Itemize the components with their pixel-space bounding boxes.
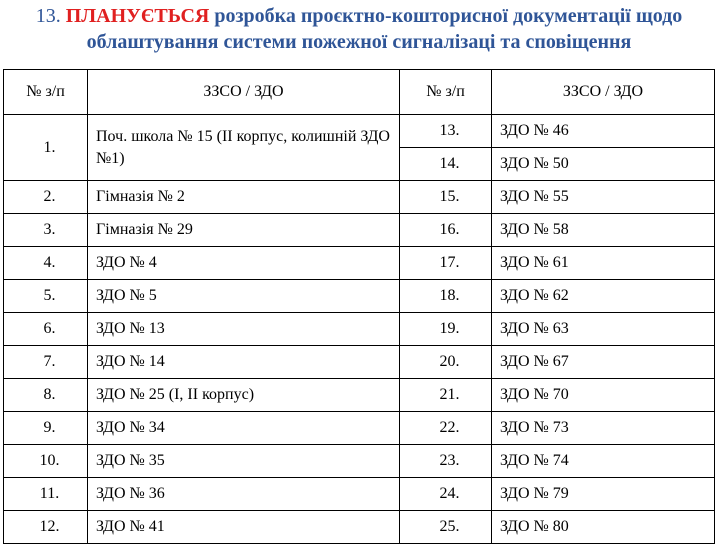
row-number: 5. xyxy=(4,280,88,313)
table-row xyxy=(4,247,715,280)
table-row xyxy=(4,115,715,148)
institution-name: ЗДО № 41 xyxy=(88,511,400,544)
institutions-table xyxy=(3,69,715,544)
table-header-row xyxy=(4,70,715,115)
institution-name: ЗДО № 58 xyxy=(492,214,715,247)
table-row xyxy=(4,511,715,544)
row-number: 1. xyxy=(4,115,88,181)
row-number: 12. xyxy=(4,511,88,544)
row-number: 3. xyxy=(4,214,88,247)
table-row xyxy=(4,181,715,214)
institution-name: ЗДО № 67 xyxy=(492,346,715,379)
institution-name: ЗДО № 63 xyxy=(492,313,715,346)
institution-name: ЗДО № 35 xyxy=(88,445,400,478)
institution-name: Гімназія № 29 xyxy=(88,214,400,247)
institution-name: ЗДО № 4 xyxy=(88,247,400,280)
row-number: 9. xyxy=(4,412,88,445)
row-number: 7. xyxy=(4,346,88,379)
page-title xyxy=(0,3,718,55)
heading-planned: ПЛАНУЄТЬСЯ xyxy=(65,5,210,27)
header-institution-right: ЗЗСО / ЗДО xyxy=(492,70,715,115)
row-number: 8. xyxy=(4,379,88,412)
institution-name: ЗДО № 80 xyxy=(492,511,715,544)
institution-name: ЗДО № 13 xyxy=(88,313,400,346)
row-number: 11. xyxy=(4,478,88,511)
institution-name: ЗДО № 36 xyxy=(88,478,400,511)
row-number: 22. xyxy=(400,412,492,445)
table-row xyxy=(4,445,715,478)
institution-name: ЗДО № 25 (І, ІІ корпус) xyxy=(88,379,400,412)
table-row xyxy=(4,478,715,511)
table-row xyxy=(4,280,715,313)
institution-name: Поч. школа № 15 (ІІ корпус, колишній ЗДО №1) xyxy=(88,115,400,181)
table-row xyxy=(4,379,715,412)
row-number: 14. xyxy=(400,148,492,181)
table-row xyxy=(4,346,715,379)
row-number: 19. xyxy=(400,313,492,346)
institution-name: ЗДО № 74 xyxy=(492,445,715,478)
row-number: 24. xyxy=(400,478,492,511)
heading-line2: облаштування системи пожежної сигналізаці та сповіщення xyxy=(86,31,632,53)
row-number: 2. xyxy=(4,181,88,214)
institution-name: Гімназія № 2 xyxy=(88,181,400,214)
institution-name: ЗДО № 14 xyxy=(88,346,400,379)
header-number-right: № з/п xyxy=(400,70,492,115)
row-number: 25. xyxy=(400,511,492,544)
institution-name: ЗДО № 73 xyxy=(492,412,715,445)
row-number: 4. xyxy=(4,247,88,280)
table-row xyxy=(4,412,715,445)
institution-name: ЗДО № 50 xyxy=(492,148,715,181)
row-number: 20. xyxy=(400,346,492,379)
header-institution-left: ЗЗСО / ЗДО xyxy=(88,70,400,115)
row-number: 13. xyxy=(400,115,492,148)
table-row xyxy=(4,214,715,247)
header-number-left: № з/п xyxy=(4,70,88,115)
row-number: 17. xyxy=(400,247,492,280)
row-number: 6. xyxy=(4,313,88,346)
row-number: 21. xyxy=(400,379,492,412)
row-number: 16. xyxy=(400,214,492,247)
institution-name: ЗДО № 61 xyxy=(492,247,715,280)
institution-name: ЗДО № 46 xyxy=(492,115,715,148)
row-number: 15. xyxy=(400,181,492,214)
institution-name: ЗДО № 34 xyxy=(88,412,400,445)
row-number: 23. xyxy=(400,445,492,478)
institution-name: ЗДО № 79 xyxy=(492,478,715,511)
institution-name: ЗДО № 70 xyxy=(492,379,715,412)
institution-name: ЗДО № 55 xyxy=(492,181,715,214)
heading-line1: розробка проєктно-кошторисної документації щодо xyxy=(214,5,683,27)
row-number: 18. xyxy=(400,280,492,313)
table-row xyxy=(4,313,715,346)
institution-name: ЗДО № 62 xyxy=(492,280,715,313)
heading-number: 13. xyxy=(35,5,61,27)
institution-name: ЗДО № 5 xyxy=(88,280,400,313)
row-number: 10. xyxy=(4,445,88,478)
